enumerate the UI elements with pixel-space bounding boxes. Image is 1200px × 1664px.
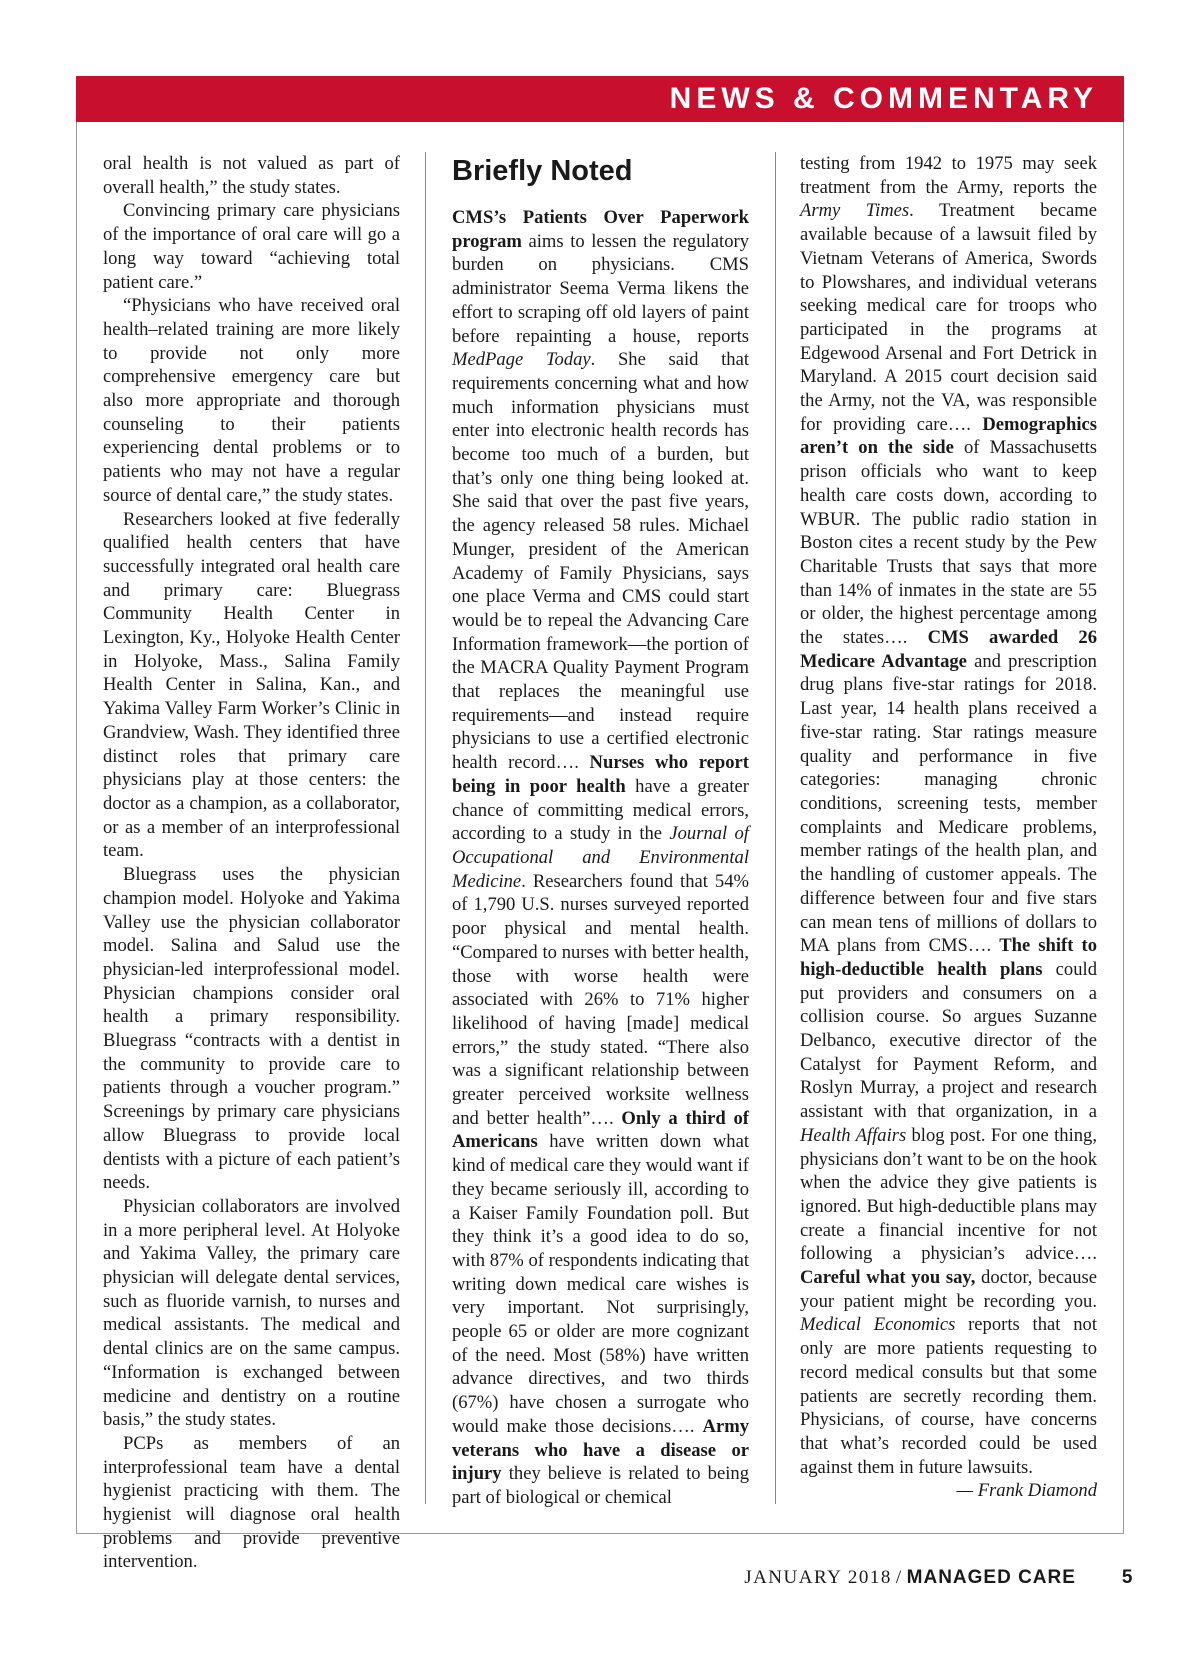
brief-text: blog post. For one thing, physicians don’t want to be on the hook when the advice they give patients is ignored. But high-deductible plans may create a financial incentive for not following a physician’s advice…. bbox=[800, 1124, 1097, 1265]
magazine-name: MANAGED CARE bbox=[906, 1567, 1076, 1588]
brief-headline: Nurses who report being in poor health bbox=[452, 752, 749, 797]
brief-text: have a greater chance of committing medical errors, according to a study in the bbox=[452, 775, 750, 845]
brief-text: they believe is related to being part of biological or chemical bbox=[452, 1463, 749, 1508]
paragraph: oral health is not valued as part of overall health,” the study states. bbox=[103, 153, 400, 198]
paragraph: Bluegrass uses the physician champion model. Holyoke and Yakima Valley use the physician collaborator model. Salina and Salud use the physician-led interprofessional model. Physician champions consider oral health a primary responsibility. Bluegrass “contracts with a dentist in the community to provide care to patients through a voucher program.” Screenings by primary care physicians allow Bluegrass to provide local dentists with a picture of each patient’s needs. bbox=[103, 864, 400, 1194]
column-divider bbox=[775, 152, 776, 1504]
brief-text: doctor, because your patient might be recording you. bbox=[800, 1267, 1097, 1312]
brief-text: could put providers and consumers on a collision course. So argues Suzanne Delbanco, executive director of the Catalyst for Payment Reform, and Roslyn Murray, a project and research assistant with that organization, in a bbox=[800, 958, 1097, 1123]
banner-title: NEWS & COMMENTARY bbox=[669, 82, 1098, 115]
brief-text: and prescription drug plans five-star ratings for 2018. Last year, 14 health plans received a five-star rating. Star ratings measure quality and performance in five categories: managing chronic conditions, screening tests, member complaints and Medicare problems, member ratings of the health plan, and the handling of customer appeals. The difference between four and five stars can mean tens of millions of dollars to MA plans from CMS…. bbox=[800, 650, 1097, 957]
brief-text: have written down what kind of medical care they would want if they became seriously ill, according to a Kaiser Family Foundation poll. But they think it’s a good idea to do so, with 87% of respondents indicating that writing down medical care wishes is very important. Not surprisingly, people 65 or older are more cognizant of the need. Most (58%) have written advance directives, and two thirds (67%) have chosen a surrogate who would make those decisions…. bbox=[452, 1131, 749, 1437]
column-right bbox=[800, 152, 1097, 1503]
brief-headline: Careful what you say, bbox=[800, 1267, 976, 1289]
page-footer bbox=[744, 1567, 1134, 1589]
brief-text: reports that not only are more patients requesting to record medical consults but that some patients are secretly recording them. Physicians, of course, have concerns that what’s recorded could be used against them in future lawsuits. bbox=[800, 1314, 1097, 1478]
publication-name: Journal of Occupational and Environmental Medicine bbox=[452, 823, 749, 892]
brief-text: of Massachusetts prison officials who want to keep health care costs down, according to WBUR. The public radio station in Boston cites a recent study by the Pew Charitable Trusts that says that more than 14% of inmates in the state are 55 or older, the highest percentage among the states…. bbox=[800, 437, 1097, 649]
section-title: Briefly Noted bbox=[452, 155, 633, 187]
publication-name: MedPage Today bbox=[452, 349, 591, 371]
column-divider bbox=[425, 152, 426, 1504]
publication-name: Medical Economics bbox=[800, 1314, 956, 1336]
paragraph: PCPs as members of an interprofessional team have a dental hygienist practicing with them. The hygienist will diagnose oral health problems and provide preventive intervention. bbox=[103, 1432, 400, 1573]
brief-headline: Demographics aren’t on the side bbox=[800, 413, 1097, 459]
author-signature: — Frank Diamond bbox=[956, 1480, 1097, 1502]
publication-name: Army Times bbox=[800, 200, 910, 222]
brief-headline: CMS awarded 26 Medicare Advantage bbox=[800, 627, 1097, 672]
briefs-paragraph bbox=[452, 206, 749, 1510]
paragraph: Physician collaborators are involved in a more peripheral level. At Holyoke and Yakima Valley, the primary care physician will delegate dental services, such as fluoride varnish, to nurses and medical assistants. The medical and dental clinics are on the same campus. “Information is exchanged between medicine and dentistry on a routine basis,” the study states. bbox=[103, 1195, 400, 1431]
brief-text: . Researchers found that 54% of 1,790 U.S. nurses surveyed reported poor physical and mental health. “Compared to nurses with better health, those with worse health were associated with 26% to 71% higher likelihood of having [made] medical errors,” the study stated. “There also was a significant relationship between greater perceived worksite wellness and better health”…. bbox=[452, 870, 749, 1129]
footer-separator: / bbox=[895, 1567, 903, 1588]
issue-date: JANUARY 2018 bbox=[744, 1567, 892, 1588]
page-number: 5 bbox=[1121, 1567, 1134, 1588]
paragraph: Convincing primary care physicians of the importance of oral care will go a long way toward “achieving total patient care.” bbox=[103, 200, 400, 293]
publication-name: Health Affairs bbox=[800, 1124, 907, 1146]
briefs-paragraph bbox=[800, 152, 1097, 1479]
brief-headline: Only a third of Americans bbox=[452, 1107, 749, 1153]
brief-headline: The shift to high-deductible health plans bbox=[800, 935, 1097, 980]
column-left bbox=[103, 152, 400, 1574]
brief-text: . She said that requirements concerning what and how much information physicians must enter into electronic health records has become too much of a burden, but that’s only one thing being looked at. She said that over the past five years, the agency released 58 rules. Michael Munger, president of the American Academy of Family Physicians, says one place Verma and CMS could start would be to repeal the Advancing Care Information framework—the portion of the MACRA Quality Payment Program that replaces the meaningful use requirements—and instead require physicians to use a certified electronic health record…. bbox=[452, 349, 749, 774]
brief-text: aims to lessen the regulatory burden on physicians. CMS administrator Seema Verma likens the effort to scraping off old layers of paint before repainting a house, reports bbox=[452, 230, 749, 347]
brief-text: . Treatment became available because of a lawsuit filed by Vietnam Veterans of America, Swords to Plowshares, and individual veterans seeking medical care for troops who participated in the programs at Edgewood Arsenal and Fort Detrick in Maryland. A 2015 court decision said the Army, not the VA, was responsible for providing care…. bbox=[800, 200, 1097, 435]
brief-headline: CMS’s Patients Over Paperwork program bbox=[452, 207, 749, 252]
section-banner bbox=[76, 76, 1124, 122]
column-middle bbox=[452, 152, 749, 1510]
brief-text: testing from 1942 to 1975 may seek treatment from the Army, reports the bbox=[800, 153, 1097, 198]
paragraph: “Physicians who have received oral health–related training are more likely to provide not only more comprehensive emergency care but also more appropriate and thorough counseling to their patients experiencing dental problems or to patients who may not have a regular source of dental care,” the study states. bbox=[103, 295, 400, 506]
brief-headline: Army veterans who have a disease or injury bbox=[452, 1415, 749, 1485]
paragraph: Researchers looked at five federally qualified health centers that have successfully integrated oral health care and primary care: Bluegrass Community Health Center in Lexington, Ky., Holyoke Health Center in Holyoke, Mass., Salina Family Health Center in Salina, Kan., and Yakima Valley Farm Worker’s Clinic in Grandview, Wash. They identified three distinct roles that primary care physicians play at those centers: the doctor as a champion, as a collaborator, or as a member of an interprofessional team. bbox=[103, 508, 400, 862]
